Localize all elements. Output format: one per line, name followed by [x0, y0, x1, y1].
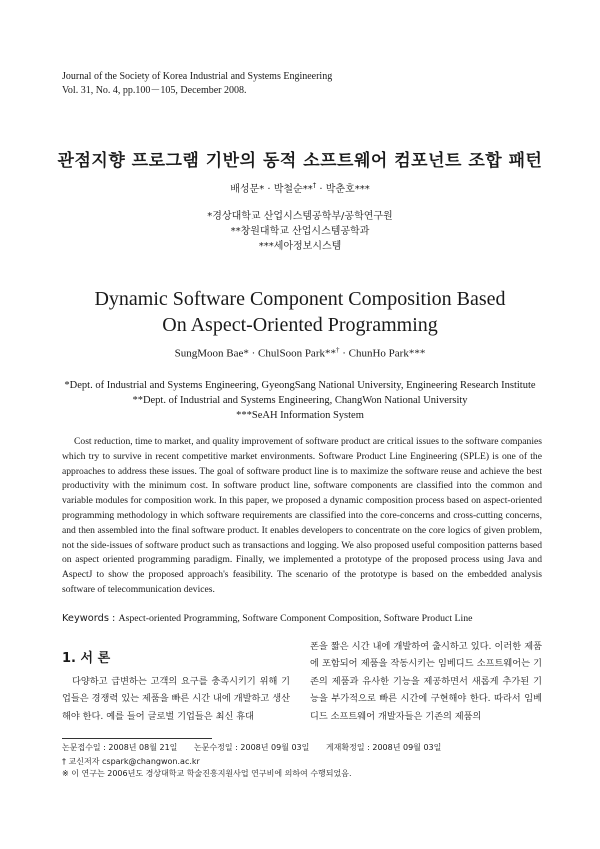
english-affil-2: **Dept. of Industrial and Systems Engineering, ChangWon National University — [132, 395, 468, 406]
english-affil-1: *Dept. of Industrial and Systems Engineering, GyeongSang National University, Engineering Research Institute — [64, 380, 536, 391]
korean-authors-main: 배성문* · 박철순** — [230, 184, 313, 195]
journal-header — [62, 70, 332, 98]
accepted-date: 게재확정일 : 2008년 09월 03일 — [325, 743, 442, 752]
keywords-text: Aspect-oriented Programming, Software Component Composition, Software Product Line — [118, 613, 473, 624]
english-authors — [0, 346, 600, 360]
funding-note: ※ 이 연구는 2006년도 경상대학교 학술진흥지원사업 연구비에 의하여 수행되었음. — [62, 769, 352, 778]
journal-name: Journal of the Society of Korea Industrial and Systems Engineering — [62, 71, 333, 82]
footnote-divider — [62, 738, 212, 739]
english-affiliations — [0, 378, 600, 423]
corresponding-author-note: † 교신저자 cspark@changwon.ac.kr — [62, 757, 200, 766]
english-authors-tail: · ChunHo Park*** — [339, 347, 426, 360]
keywords-label: Keywords : — [62, 613, 119, 624]
intro-left-column: 다양하고 급변하는 고객의 요구를 충족시키기 위해 기업들은 경쟁력 있는 제품을 빠른 시간 내에 개발하고 생산해야 한다. 예를 들어 글로벌 기업들은 최신 휴대 — [62, 676, 290, 722]
abstract: Cost reduction, time to market, and quality improvement of software product are critical issues to the software companies which try to survive in recent competitive market environments. Software Product Line Engineering (SPLE) is one of the approaches to address these issues. The goal of software product line is to maximize the software reuse and achieve the best productivity with the minimum cost. In software product line, software components are classified into the common and variable modules for composition work. In this paper, we proposed a dynamic composition process based on aspect-oriented programming methodology in which software requirements are classified into the core-concerns and cross-cutting concerns, and then assembled into the final software product. It enables developers to concentrate on the core logics of given problem, not the side-issues of software product such as transactions and logging. We also proposed useful composition patterns based on aspect oriented programming paradigm. Finally, we implemented a prototype of the proposed process using Java and AspectJ to show the proposed approach's feasibility. The scenario of the prototype is based on the embedded analysis software of telecommunication devices. — [62, 436, 542, 595]
received-date: 논문접수일 : 2008년 08월 21일 — [62, 743, 178, 752]
korean-title: 관점지향 프로그램 기반의 동적 소프트웨어 컴포넌트 조합 패턴 — [57, 151, 543, 171]
english-authors-main: SungMoon Bae* · ChulSoon Park** — [174, 347, 336, 360]
korean-affiliations — [0, 209, 600, 254]
english-affil-3: ***SeAH Information System — [236, 410, 364, 421]
revised-date: 논문수정일 : 2008년 09월 03일 — [193, 743, 310, 752]
korean-authors — [0, 180, 600, 195]
korean-affil-3: ***세아정보시스템 — [258, 241, 342, 252]
corresponding-mark: † — [312, 181, 317, 190]
journal-volume: Vol. 31, No. 4, pp.100－105, December 2008. — [62, 85, 247, 96]
korean-affil-1: *경상대학교 산업시스템공학부/공학연구원 — [207, 211, 393, 222]
korean-affil-2: **창원대학교 산업시스템공학과 — [230, 226, 370, 237]
english-title — [0, 286, 600, 338]
korean-authors-tail: · 박춘호*** — [316, 184, 370, 195]
english-corresponding-mark: † — [335, 346, 340, 354]
submission-dates — [62, 742, 455, 754]
english-title-line1: Dynamic Software Component Composition Based — [94, 288, 506, 310]
english-title-line2: On Aspect-Oriented Programming — [162, 314, 438, 336]
intro-right-column: 폰을 짧은 시간 내에 개발하여 출시하고 있다. 이러한 제품에 포함되어 제품을 작동시키는 임베디드 소프트웨어는 기존의 제품과 유사한 기능을 제공하면서 새롭게 추가된 기능을 부가적으로 빠른 시간에 구현해야 한다. 따라서 임베디드 소프트웨어 개발자들은 기존의 제품의 — [310, 641, 542, 722]
keywords — [62, 613, 542, 624]
section-heading-introduction: 1. 서 론 — [62, 651, 111, 666]
